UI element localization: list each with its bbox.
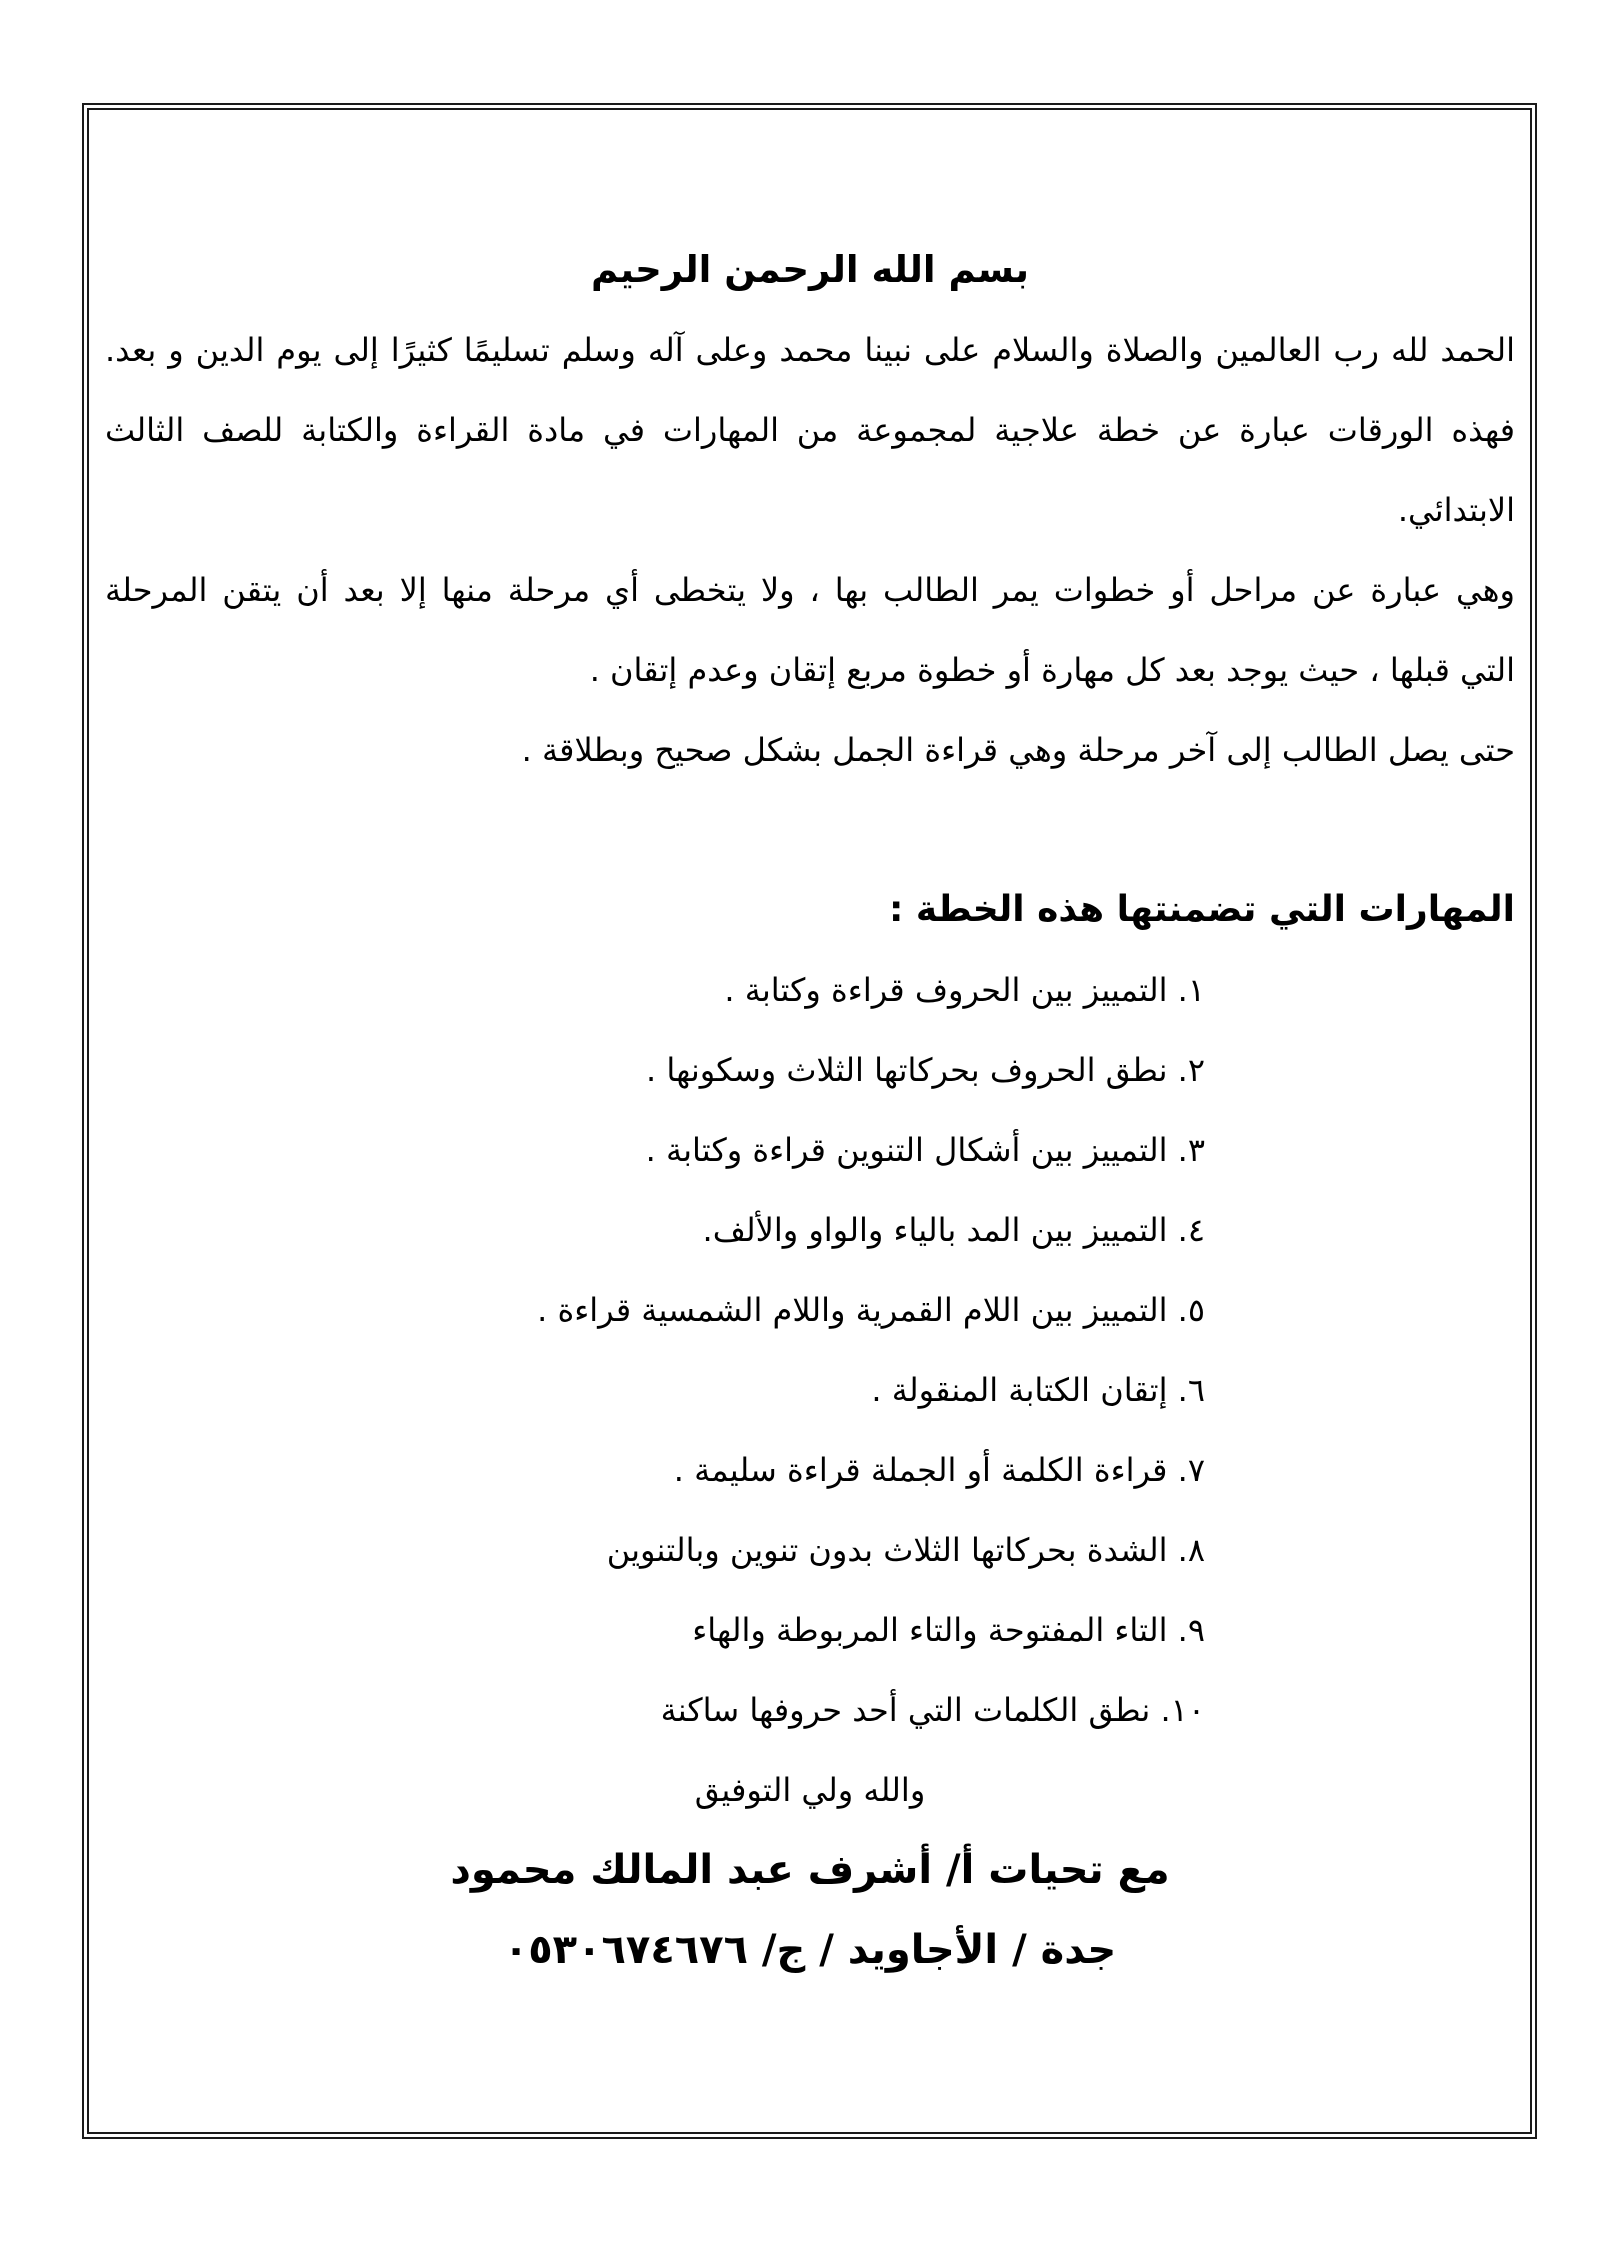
skill-item: ٣. التمييز بين أشكال التنوين قراءة وكتابة . — [645, 1131, 1205, 1169]
skill-item: ١. التمييز بين الحروف قراءة وكتابة . — [724, 971, 1205, 1009]
document-content — [105, 230, 1515, 1990]
skill-item: ٤. التمييز بين المد بالياء والواو والألف. — [702, 1211, 1205, 1249]
bismillah-title: بسم الله الرحمن الرحيم — [590, 248, 1030, 291]
skills-heading: المهارات التي تضمنتها هذه الخطة : — [888, 889, 1515, 930]
skill-item: ١٠. نطق الكلمات التي أحد حروفها ساكنة — [660, 1691, 1205, 1729]
skill-item: ٥. التمييز بين اللام القمرية واللام الشمسية قراءة . — [537, 1291, 1205, 1329]
intro-line: الحمد لله رب العالمين والصلاة والسلام على نبينا محمد وعلى آله وسلم تسليمًا كثيرًا إلى يوم الدين و بعد. — [105, 331, 1515, 369]
skill-item: ٩. التاء المفتوحة والتاء المربوطة والهاء — [692, 1611, 1205, 1649]
intro-line: فهذه الورقات عبارة عن خطة علاجية لمجموعة من المهارات في مادة القراءة والكتابة للصف الثالث — [105, 411, 1515, 449]
skill-item: ٨. الشدة بحركاتها الثلاث بدون تنوين وبالتنوين — [606, 1531, 1205, 1569]
skill-item: ٧. قراءة الكلمة أو الجملة قراءة سليمة . — [673, 1451, 1205, 1489]
contact-line: جدة / الأجاويد / ج/ ٠٥٣٠٦٧٤٦٧٦ — [503, 1927, 1117, 1973]
closing-line: والله ولي التوفيق — [694, 1771, 926, 1809]
intro-line: التي قبلها ، حيث يوجد بعد كل مهارة أو خطوة مربع إتقان وعدم إتقان . — [589, 651, 1515, 689]
skill-item: ٦. إتقان الكتابة المنقولة . — [871, 1371, 1205, 1409]
signature-line: مع تحيات أ/ أشرف عبد المالك محمود — [450, 1847, 1170, 1893]
intro-line: وهي عبارة عن مراحل أو خطوات يمر الطالب بها ، ولا يتخطى أي مرحلة منها إلا بعد أن يتقن المرحلة — [105, 571, 1515, 609]
skill-item: ٢. نطق الحروف بحركاتها الثلاث وسكونها . — [646, 1051, 1205, 1089]
intro-line: حتى يصل الطالب إلى آخر مرحلة وهي قراءة الجمل بشكل صحيح وبطلاقة . — [521, 731, 1515, 769]
intro-line: الابتدائي. — [1397, 491, 1515, 529]
blank-line — [105, 790, 1515, 870]
